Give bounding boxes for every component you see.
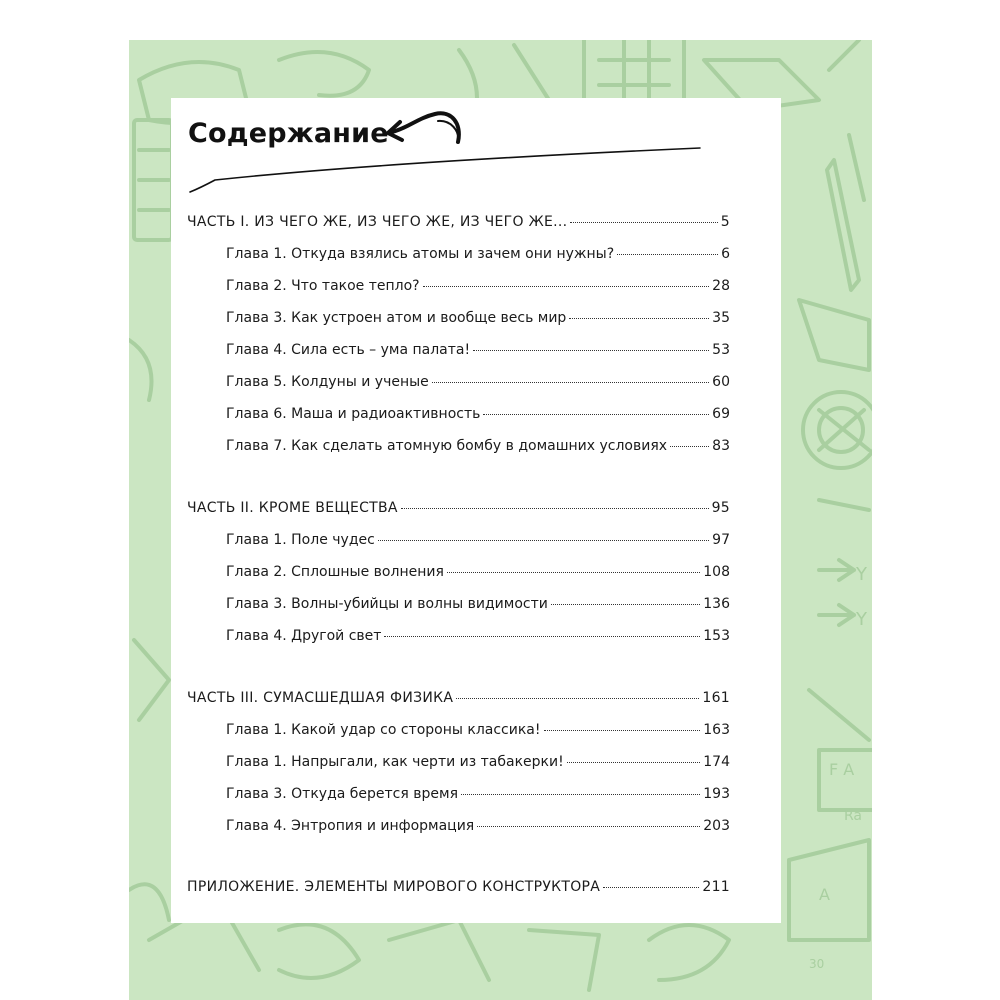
toc-chapter[interactable] [226, 529, 730, 549]
toc-page-number: 35 [712, 310, 730, 326]
toc-chapter[interactable] [226, 625, 730, 645]
toc-page-number: 5 [720, 214, 730, 230]
toc-chapter[interactable] [226, 435, 730, 455]
toc-chapter[interactable] [226, 719, 730, 739]
toc-page-number: 28 [712, 278, 730, 294]
toc-chapter-label: Глава 7. Как сделать атомную бомбу в домашних условиях [226, 438, 668, 454]
dot-leader [551, 590, 700, 605]
toc-chapter-label: Глава 6. Маша и радиоактивность [226, 406, 481, 422]
toc-page-number: 108 [703, 564, 730, 580]
dot-leader [384, 622, 700, 637]
toc-page-number: 6 [721, 246, 730, 262]
toc-page-number: 193 [703, 786, 730, 802]
dot-leader [567, 748, 701, 763]
dot-leader [569, 304, 709, 319]
toc-part-3[interactable] [187, 687, 730, 707]
toc-page-number: 174 [703, 754, 730, 770]
toc-chapter[interactable] [226, 275, 730, 295]
toc-chapter[interactable] [226, 783, 730, 803]
dot-leader [456, 684, 699, 699]
dot-leader [423, 272, 710, 287]
toc-page-number: 211 [702, 879, 730, 895]
dot-leader [461, 780, 700, 795]
dot-leader [432, 368, 709, 383]
toc-chapter-label: Глава 1. Откуда взялись атомы и зачем они нужны? [226, 246, 615, 262]
toc-chapter-label: Глава 1. Поле чудес [226, 532, 375, 548]
toc-chapter-label: Глава 5. Колдуны и ученые [226, 374, 429, 390]
dot-leader [401, 494, 709, 509]
toc-part-label: ЧАСТЬ I. ИЗ ЧЕГО ЖЕ, ИЗ ЧЕГО ЖЕ, ИЗ ЧЕГО ЖЕ... [187, 214, 568, 230]
toc-page-number: 163 [703, 722, 730, 738]
toc-chapter-label: Глава 4. Энтропия и информация [226, 818, 475, 834]
toc-part-2[interactable] [187, 497, 730, 517]
toc-appendix[interactable] [187, 876, 730, 896]
toc-part-label: ЧАСТЬ II. КРОМЕ ВЕЩЕСТВА [187, 500, 398, 516]
toc-page-number: 53 [712, 342, 730, 358]
dot-leader [544, 716, 701, 731]
svg-text:Ra: Ra [844, 808, 862, 824]
toc-page-number: 60 [712, 374, 730, 390]
toc-chapter[interactable] [226, 561, 730, 581]
dot-leader [670, 432, 709, 447]
svg-text:30: 30 [809, 957, 825, 971]
page-title: Содержание [188, 118, 389, 149]
toc-chapter-label: Глава 3. Волны-убийцы и волны видимости [226, 596, 548, 612]
toc-chapter-label: Глава 4. Другой свет [226, 628, 382, 644]
svg-text:F A: F A [829, 760, 855, 779]
toc-chapter[interactable] [226, 593, 730, 613]
toc-chapter[interactable] [226, 403, 730, 423]
toc-page-number: 95 [711, 500, 730, 516]
svg-text:A: A [819, 885, 830, 904]
dot-leader [378, 526, 709, 541]
dot-leader [477, 812, 700, 827]
toc-chapter-label: Глава 4. Сила есть – ума палата! [226, 342, 471, 358]
toc-chapter[interactable] [226, 371, 730, 391]
svg-text:Y: Y [856, 609, 867, 630]
toc-chapter[interactable] [226, 751, 730, 771]
toc-chapter-label: Глава 2. Сплошные волнения [226, 564, 444, 580]
dot-leader [473, 336, 709, 351]
toc-page-number: 97 [712, 532, 730, 548]
toc-page-number: 153 [703, 628, 730, 644]
toc-page-number: 69 [712, 406, 730, 422]
toc-page-number: 136 [703, 596, 730, 612]
toc-chapter-label: Глава 2. Что такое тепло? [226, 278, 420, 294]
toc-part-1[interactable] [187, 211, 730, 231]
toc-part-label: ЧАСТЬ III. СУМАСШЕДШАЯ ФИЗИКА [187, 690, 454, 706]
dot-leader [483, 400, 709, 415]
toc-page-number: 161 [702, 690, 730, 706]
dot-leader [447, 558, 700, 573]
toc-part-label: ПРИЛОЖЕНИЕ. ЭЛЕМЕНТЫ МИРОВОГО КОНСТРУКТОРА [187, 879, 601, 895]
dot-leader [570, 208, 717, 223]
hand-drawn-underline [185, 140, 705, 210]
toc-chapter-label: Глава 3. Как устроен атом и вообще весь мир [226, 310, 567, 326]
toc-chapter[interactable] [226, 339, 730, 359]
dot-leader [603, 873, 699, 888]
dot-leader [617, 240, 718, 255]
toc-chapter-label: Глава 3. Откуда берется время [226, 786, 458, 802]
svg-text:Y: Y [856, 564, 867, 585]
toc-chapter[interactable] [226, 307, 730, 327]
toc-chapter-label: Глава 1. Какой удар со стороны классика! [226, 722, 541, 738]
toc-chapter[interactable] [226, 815, 730, 835]
toc-page-number: 203 [703, 818, 730, 834]
toc-chapter[interactable] [226, 243, 730, 263]
toc-page-number: 83 [712, 438, 730, 454]
toc-chapter-label: Глава 1. Напрыгали, как черти из табакерки! [226, 754, 564, 770]
